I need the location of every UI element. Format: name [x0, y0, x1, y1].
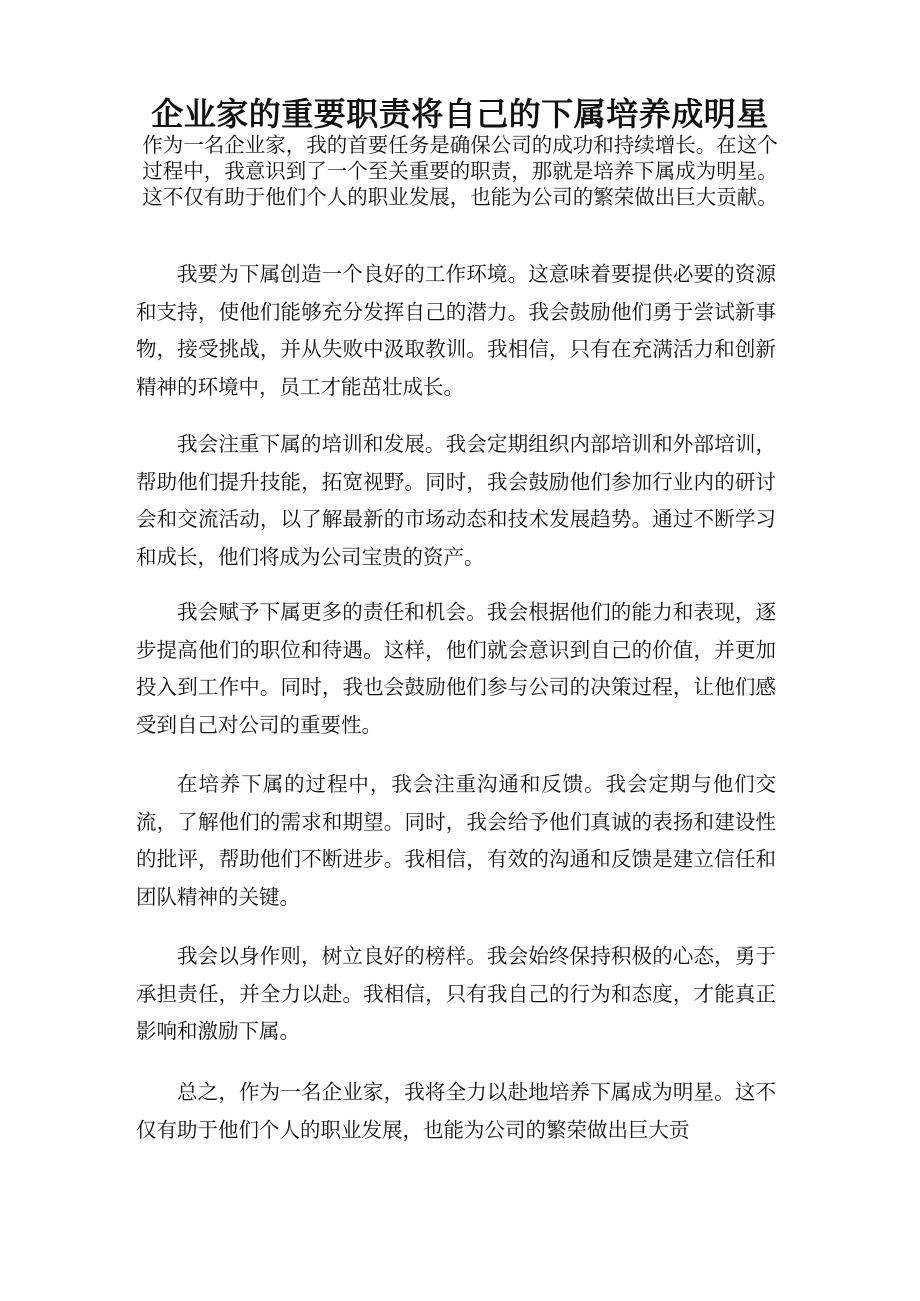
body-paragraph-4: 在培养下属的过程中，我会注重沟通和反馈。我会定期与他们交流，了解他们的需求和期望。同时，我会给予他们真诚的表扬和建设性的批评，帮助他们不断进步。我相信，有效的沟通和反馈是建立信任和团队精神的关键。 — [136, 772, 776, 909]
body-paragraph-6: 总之，作为一名企业家，我将全力以赴地培养下属成为明星。这不仅有助于他们个人的职业发展，也能为公司的繁荣做出巨大贡 — [136, 1080, 776, 1142]
document-title: 企业家的重要职责将自己的下属培养成明星 — [151, 95, 769, 133]
body-paragraph-5: 我会以身作则，树立良好的榜样。我会始终保持积极的心态，勇于承担责任，并全力以赴。我相信，只有我自己的行为和态度，才能真正影响和激励下属。 — [136, 944, 776, 1043]
body-paragraph-3: 我会赋予下属更多的责任和机会。我会根据他们的能力和表现，逐步提高他们的职位和待遇。这样，他们就会意识到自己的价值，并更加投入到工作中。同时，我也会鼓励他们参与公司的决策过程，让他们感受到自己对公司的重要性。 — [136, 600, 776, 737]
body-paragraph-1: 我要为下属创造一个良好的工作环境。这意味着要提供必要的资源和支持，使他们能够充分发挥自己的潜力。我会鼓励他们勇于尝试新事物，接受挑战，并从失败中汲取教训。我相信，只有在充满活力和创新精神的环境中，员工才能茁壮成长。 — [136, 262, 776, 399]
intro-paragraph: 作为一名企业家，我的首要任务是确保公司的成功和持续增长。在这个过程中，我意识到了一个至关重要的职责，那就是培养下属成为明星。这不仅有助于他们个人的职业发展，也能为公司的繁荣做出巨大贡献。 — [142, 133, 778, 209]
body-paragraph-2: 我会注重下属的培训和发展。我会定期组织内部培训和外部培训，帮助他们提升技能，拓宽视野。同时，我会鼓励他们参加行业内的研讨会和交流活动，以了解最新的市场动态和技术发展趋势。通过不断学习和成长，他们将成为公司宝贵的资产。 — [136, 432, 776, 569]
